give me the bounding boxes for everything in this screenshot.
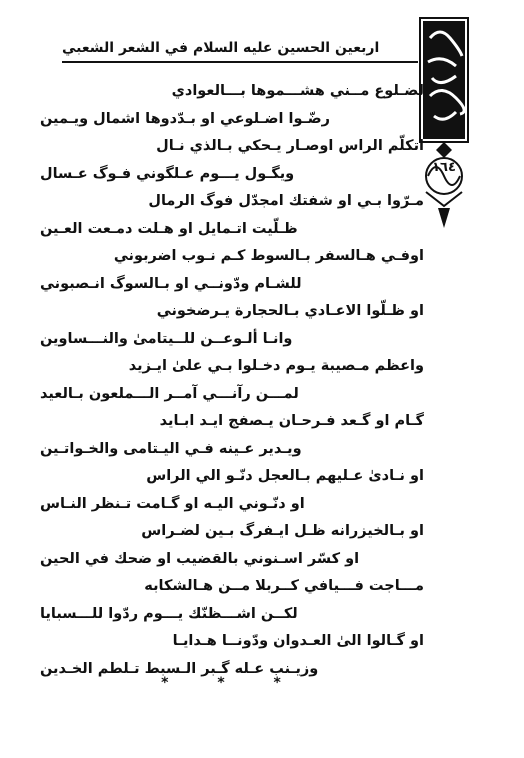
verse-line: واعظم مـصيبة يـوم دخـلوا بـي علىٰ ايـزيد (128, 358, 424, 374)
verse-line: او كسّر اسـنوني بالقضيب او ضحك في الحين (40, 550, 360, 567)
verse-line: وزيـنب عـله گـبر الـسبط تـلطم الخـدين (40, 660, 319, 677)
verse-line: ويـدير عـينه فـي اليـتامى والخـواتـين (40, 440, 302, 457)
section-end-stars: * * * (161, 675, 303, 691)
verse-line: او نـادىٰ عـليهم بـالعجل دنّـو الي الراس (146, 468, 424, 484)
verse-line: لضـلوع مــني هشـــموها بـــالعوادي (171, 83, 424, 99)
verse-line: اتكلّم الراس اوصـار يـحكي بـالذي نـال (156, 138, 424, 154)
poem-verses (40, 78, 424, 683)
verse-line: مـرّوا بـي او شفتك امجدّل فوگ الرمال (148, 193, 424, 209)
verse-line: وانـا ألـوعــن للــيتامىٰ والنـــساوين (40, 330, 293, 347)
header-divider (62, 61, 418, 63)
verse-line: اوفـي هـالسفر بـالسوط كـم نـوب اضربوني (113, 248, 424, 264)
running-header-title: اربعين الحسين عليه السلام في الشعر الشعبي (62, 40, 380, 56)
verse-line: للشـام ودّونــي او بـالسوگ انـصبوني (40, 275, 302, 292)
verse-line: او دنّـوني اليـه او گـامت تـنظر النـاس (40, 495, 305, 512)
page-number: ١٦٤ (432, 160, 456, 175)
verse-line: او گـالوا الىٰ العـدوان ودّونــا هـدايـا (172, 633, 424, 649)
verse-line: گـام او گـعد فـرحـان يـصفج ايـد ابـايد (159, 413, 424, 429)
calligraphy-ornament-icon (418, 16, 470, 230)
verse-line: او ظـلّوا الاعـادي بـالحجارة يـرضخوني (156, 303, 424, 319)
verse-line: رضّـوا اضـلوعي او بـدّدوها اشمال ويـمين (40, 110, 330, 127)
verse-line: او بـالخيزرانه ظـل ايـفرگ بـين لضـراس (141, 523, 424, 539)
verse-line: ويگـول يـــوم عـلگوني فـوگ عـسال (40, 165, 295, 182)
verse-line: لكــن اشـــظنّك يـــوم ردّوا للـــسبايا (40, 605, 298, 622)
verse-line: لمـــن رآنـــي آمــر الـــملعون بـالعيد (40, 385, 299, 402)
verse-line: مـــاجت فـــيافي كــربلا مــن هـالشكابه (144, 578, 424, 594)
verse-line: ظـلّيت اتـمايل او هـلت دمـعت العـين (40, 220, 298, 237)
